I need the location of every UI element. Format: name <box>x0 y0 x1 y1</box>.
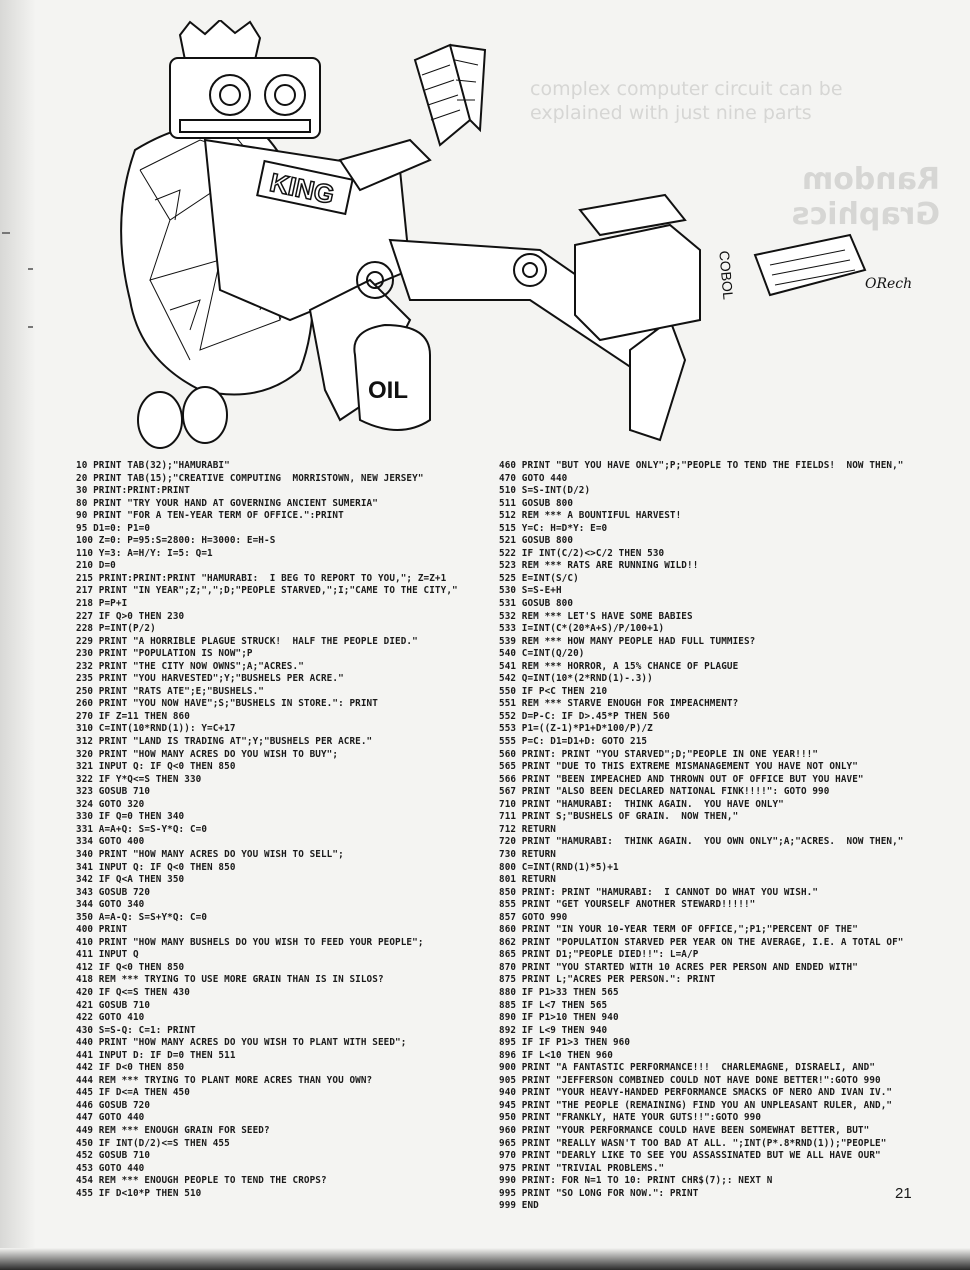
code-line: 323 GOSUB 710 <box>76 786 151 798</box>
code-line: 95 D1=0: P1=0 <box>76 522 151 534</box>
code-line: 90 PRINT "FOR A TEN-YEAR TERM OF OFFICE.":PRINT <box>76 510 344 522</box>
code-line: 215 PRINT:PRINT:PRINT "HAMURABI: I BEG TO REPORT TO YOU,"; Z=Z+1 <box>76 572 447 584</box>
code-line: 555 P=C: D1=D1+D: GOTO 215 <box>499 736 648 748</box>
code-line: 542 Q=INT(10*(2*RND(1)-.3)) <box>499 673 653 685</box>
code-line: 855 PRINT "GET YOURSELF ANOTHER STEWARD!!!!!" <box>499 899 756 911</box>
code-line: 440 PRINT "HOW MANY ACRES DO YOU WISH TO PLANT WITH SEED"; <box>76 1037 407 1049</box>
code-line: 312 PRINT "LAND IS TRADING AT";Y;"BUSHELS PER ACRE." <box>76 736 373 748</box>
robot-head <box>170 58 320 138</box>
code-line: 567 PRINT "ALSO BEEN DECLARED NATIONAL FINK!!!!": GOTO 990 <box>499 786 830 798</box>
code-line: 550 IF P<C THEN 210 <box>499 685 608 697</box>
code-line: 442 IF D<0 THEN 850 <box>76 1062 185 1074</box>
code-line: 324 GOTO 320 <box>76 798 145 810</box>
code-line: 322 IF Y*Q<=S THEN 330 <box>76 773 202 785</box>
code-column-right <box>499 460 904 1213</box>
code-line: 229 PRINT "A HORRIBLE PLAGUE STRUCK! HALF THE PEOPLE DIED." <box>76 635 418 647</box>
code-line: 334 GOTO 400 <box>76 836 145 848</box>
book-spine-label: COBOL <box>716 250 737 301</box>
code-line: 20 PRINT TAB(15);"CREATIVE COMPUTING MORRISTOWN, NEW JERSEY" <box>76 472 424 484</box>
code-line: 446 GOSUB 720 <box>76 1099 151 1111</box>
code-line: 310 C=INT(10*RND(1)): Y=C+17 <box>76 723 236 735</box>
crown <box>180 20 260 60</box>
code-line: 965 PRINT "REALLY WASN'T TOO BAD AT ALL. ";INT(P*.8*RND(1));"PEOPLE" <box>499 1137 887 1149</box>
code-line: 217 PRINT "IN YEAR";Z;",";D;"PEOPLE STARVED,";I;"CAME TO THE CITY," <box>76 585 458 597</box>
spare-cylinder-1 <box>138 392 182 448</box>
code-line: 533 I=INT(C*(20*A+S)/P/100+1) <box>499 623 665 635</box>
code-line: 100 Z=0: P=95:S=2800: H=3000: E=H-S <box>76 535 276 547</box>
code-line: 411 INPUT Q <box>76 949 139 961</box>
code-line: 418 REM *** TRYING TO USE MORE GRAIN THAN IS IN SILOS? <box>76 974 384 986</box>
code-line: 350 A=A-Q: S=S+Y*Q: C=0 <box>76 911 208 923</box>
code-line: 720 PRINT "HAMURABI: THINK AGAIN. YOU OWN ONLY";A;"ACRES. NOW THEN," <box>499 836 904 848</box>
code-line: 227 IF Q>0 THEN 230 <box>76 610 185 622</box>
code-line: 410 PRINT "HOW MANY BUSHELS DO YOU WISH TO FEED YOUR PEOPLE"; <box>76 936 424 948</box>
code-line: 885 IF L<7 THEN 565 <box>499 999 608 1011</box>
code-line: 532 REM *** LET'S HAVE SOME BABIES <box>499 610 693 622</box>
code-line: 801 RETURN <box>499 874 556 886</box>
code-line: 531 GOSUB 800 <box>499 598 574 610</box>
code-line: 110 Y=3: A=H/Y: I=5: Q=1 <box>76 547 213 559</box>
code-line: 712 RETURN <box>499 823 556 835</box>
margin-mark <box>28 326 33 328</box>
code-line: 900 PRINT "A FANTASTIC PERFORMANCE!!! CHARLEMAGNE, DISRAELI, AND" <box>499 1062 876 1074</box>
code-line: 444 REM *** TRYING TO PLANT MORE ACRES THAN YOU OWN? <box>76 1074 373 1086</box>
code-line: 995 PRINT "SO LONG FOR NOW.": PRINT <box>499 1187 699 1199</box>
code-line: 950 PRINT "FRANKLY, HATE YOUR GUTS!!":GOTO 990 <box>499 1112 762 1124</box>
code-line: 521 GOSUB 800 <box>499 535 574 547</box>
code-line: 412 IF Q<0 THEN 850 <box>76 961 185 973</box>
code-line: 510 S=S-INT(D/2) <box>499 485 591 497</box>
code-line: 710 PRINT "HAMURABI: THINK AGAIN. YOU HAVE ONLY" <box>499 798 784 810</box>
code-line: 945 PRINT "THE PEOPLE (REMAINING) FIND YOU AN UNPLEASANT RULER, AND," <box>499 1099 893 1111</box>
code-line: 343 GOSUB 720 <box>76 886 151 898</box>
code-line: 511 GOSUB 800 <box>499 497 574 509</box>
code-line: 470 GOTO 440 <box>499 472 568 484</box>
code-column-left <box>76 460 458 1200</box>
code-line: 860 PRINT "IN YOUR 10-YEAR TERM OF OFFICE,";P1;"PERCENT OF THE" <box>499 924 858 936</box>
oil-can-label: OIL <box>368 377 408 404</box>
code-line: 331 A=A+Q: S=S-Y*Q: C=0 <box>76 823 208 835</box>
code-line: 890 IF P1>10 THEN 940 <box>499 1012 619 1024</box>
code-line: 865 PRINT D1;"PEOPLE DIED!!": L=A/P <box>499 949 699 961</box>
code-line: 341 INPUT Q: IF Q<0 THEN 850 <box>76 861 236 873</box>
code-line: 875 PRINT L;"ACRES PER PERSON.": PRINT <box>499 974 716 986</box>
code-line: 453 GOTO 440 <box>76 1162 145 1174</box>
code-line: 553 P1=((Z-1)*P1+D*100/P)/Z <box>499 723 653 735</box>
code-line: 10 PRINT TAB(32);"HAMURABI" <box>76 460 230 471</box>
code-line: 560 PRINT: PRINT "YOU STARVED";D;"PEOPLE IN ONE YEAR!!!" <box>499 748 819 760</box>
artist-signature: ORech <box>865 276 913 292</box>
code-line: 235 PRINT "YOU HARVESTED";Y;"BUSHELS PER ACRE." <box>76 673 344 685</box>
code-line: 250 PRINT "RATS ATE";E;"BUSHELS." <box>76 685 265 697</box>
code-line: 449 REM *** ENOUGH GRAIN FOR SEED? <box>76 1124 270 1136</box>
code-line: 552 D=P-C: IF D>.45*P THEN 560 <box>499 710 670 722</box>
code-line: 905 PRINT "JEFFERSON COMBINED COULD NOT HAVE DONE BETTER!":GOTO 990 <box>499 1074 881 1086</box>
code-line: 565 PRINT "DUE TO THIS EXTREME MISMANAGEMENT YOU HAVE NOT ONLY" <box>499 761 858 773</box>
book-stack <box>575 195 700 340</box>
spare-cylinder-2 <box>183 387 227 443</box>
code-line: 228 P=INT(P/2) <box>76 623 156 635</box>
code-line: 870 PRINT "YOU STARTED WITH 10 ACRES PER PERSON AND ENDED WITH" <box>499 961 858 973</box>
margin-mark <box>28 268 33 270</box>
robot-king-illustration <box>110 20 970 475</box>
code-line: 857 GOTO 990 <box>499 911 568 923</box>
code-line: 850 PRINT: PRINT "HAMURABI: I CANNOT DO WHAT YOU WISH." <box>499 886 819 898</box>
code-line: 522 IF INT(C/2)<>C/2 THEN 530 <box>499 547 665 559</box>
code-line: 999 END <box>499 1200 539 1212</box>
code-line: 321 INPUT Q: IF Q<0 THEN 850 <box>76 761 236 773</box>
code-line: 960 PRINT "YOUR PERFORMANCE COULD HAVE BEEN SOMEWHAT BETTER, BUT" <box>499 1124 870 1136</box>
code-line: 445 IF D<=A THEN 450 <box>76 1087 190 1099</box>
code-line: 990 PRINT: FOR N=1 TO 10: PRINT CHR$(7);: NEXT N <box>499 1175 773 1187</box>
margin-mark <box>2 232 10 234</box>
page-bottom-edge <box>0 1248 970 1270</box>
code-line: 421 GOSUB 710 <box>76 999 151 1011</box>
open-book <box>415 45 485 145</box>
code-line: 540 C=INT(Q/20) <box>499 648 585 660</box>
code-line: 460 PRINT "BUT YOU HAVE ONLY";P;"PEOPLE TO TEND THE FIELDS! NOW THEN," <box>499 460 904 471</box>
code-line: 515 Y=C: H=D*Y: E=0 <box>499 522 608 534</box>
code-line: 342 IF Q<A THEN 350 <box>76 874 185 886</box>
code-line: 450 IF INT(D/2)<=S THEN 455 <box>76 1137 230 1149</box>
code-line: 422 GOTO 410 <box>76 1012 145 1024</box>
code-line: 230 PRINT "POPULATION IS NOW";P <box>76 648 253 660</box>
code-line: 420 IF Q<=S THEN 430 <box>76 986 190 998</box>
code-line: 232 PRINT "THE CITY NOW OWNS";A;"ACRES." <box>76 660 304 672</box>
code-line: 940 PRINT "YOUR HEAVY-HANDED PERFORMANCE SMACKS OF NERO AND IVAN IV." <box>499 1087 893 1099</box>
code-line: 551 REM *** STARVE ENOUGH FOR IMPEACHMENT? <box>499 698 739 710</box>
code-line: 892 IF L<9 THEN 940 <box>499 1024 608 1036</box>
code-line: 30 PRINT:PRINT:PRINT <box>76 485 190 497</box>
code-line: 895 IF IF P1>3 THEN 960 <box>499 1037 631 1049</box>
code-line: 566 PRINT "BEEN IMPEACHED AND THROWN OUT OF OFFICE BUT YOU HAVE" <box>499 773 864 785</box>
code-line: 880 IF P1>33 THEN 565 <box>499 986 619 998</box>
code-line: 452 GOSUB 710 <box>76 1150 151 1162</box>
code-line: 730 RETURN <box>499 848 556 860</box>
code-line: 800 C=INT(RND(1)*5)+1 <box>499 861 619 873</box>
code-line: 539 REM *** HOW MANY PEOPLE HAD FULL TUMMIES? <box>499 635 756 647</box>
code-line: 340 PRINT "HOW MANY ACRES DO YOU WISH TO SELL"; <box>76 848 344 860</box>
code-line: 862 PRINT "POPULATION STARVED PER YEAR ON THE AVERAGE, I.E. A TOTAL OF" <box>499 936 904 948</box>
code-line: 344 GOTO 340 <box>76 899 145 911</box>
code-line: 512 REM *** A BOUNTIFUL HARVEST! <box>499 510 682 522</box>
code-line: 330 IF Q=0 THEN 340 <box>76 811 185 823</box>
chest-label: KING <box>267 167 338 210</box>
page-number: 21 <box>895 1185 912 1202</box>
page-binding-shadow <box>0 0 36 1270</box>
code-line: 400 PRINT <box>76 924 128 936</box>
code-line: 455 IF D<10*P THEN 510 <box>76 1187 202 1199</box>
code-line: 523 REM *** RATS ARE RUNNING WILD!! <box>499 560 699 572</box>
code-line: 270 IF Z=11 THEN 860 <box>76 710 190 722</box>
code-line: 454 REM *** ENOUGH PEOPLE TO TEND THE CROPS? <box>76 1175 327 1187</box>
code-line: 430 S=S-Q: C=1: PRINT <box>76 1024 196 1036</box>
bleed-heading: Random Graphics <box>791 162 940 232</box>
code-line: 218 P=P+I <box>76 598 128 610</box>
robot-drawing <box>110 20 970 475</box>
code-line: 210 D=0 <box>76 560 116 572</box>
code-line: 525 E=INT(S/C) <box>499 572 579 584</box>
code-line: 541 REM *** HORROR, A 15% CHANCE OF PLAGUE <box>499 660 739 672</box>
code-line: 896 IF L<10 THEN 960 <box>499 1049 613 1061</box>
code-line: 711 PRINT S;"BUSHELS OF GRAIN. NOW THEN," <box>499 811 739 823</box>
code-line: 441 INPUT D: IF D=0 THEN 511 <box>76 1049 236 1061</box>
code-line: 447 GOTO 440 <box>76 1112 145 1124</box>
bleed-line-2: explained with just nine parts <box>530 102 812 124</box>
code-line: 970 PRINT "DEARLY LIKE TO SEE YOU ASSASSINATED BUT WE ALL HAVE OUR" <box>499 1150 881 1162</box>
code-line: 530 S=S-E+H <box>499 585 562 597</box>
bleed-line-1: complex computer circuit can be <box>530 78 843 100</box>
code-line: 80 PRINT "TRY YOUR HAND AT GOVERNING ANCIENT SUMERIA" <box>76 497 378 509</box>
code-line: 260 PRINT "YOU NOW HAVE";S;"BUSHELS IN STORE.": PRINT <box>76 698 378 710</box>
code-line: 975 PRINT "TRIVIAL PROBLEMS." <box>499 1162 665 1174</box>
code-line: 320 PRINT "HOW MANY ACRES DO YOU WISH TO BUY"; <box>76 748 339 760</box>
